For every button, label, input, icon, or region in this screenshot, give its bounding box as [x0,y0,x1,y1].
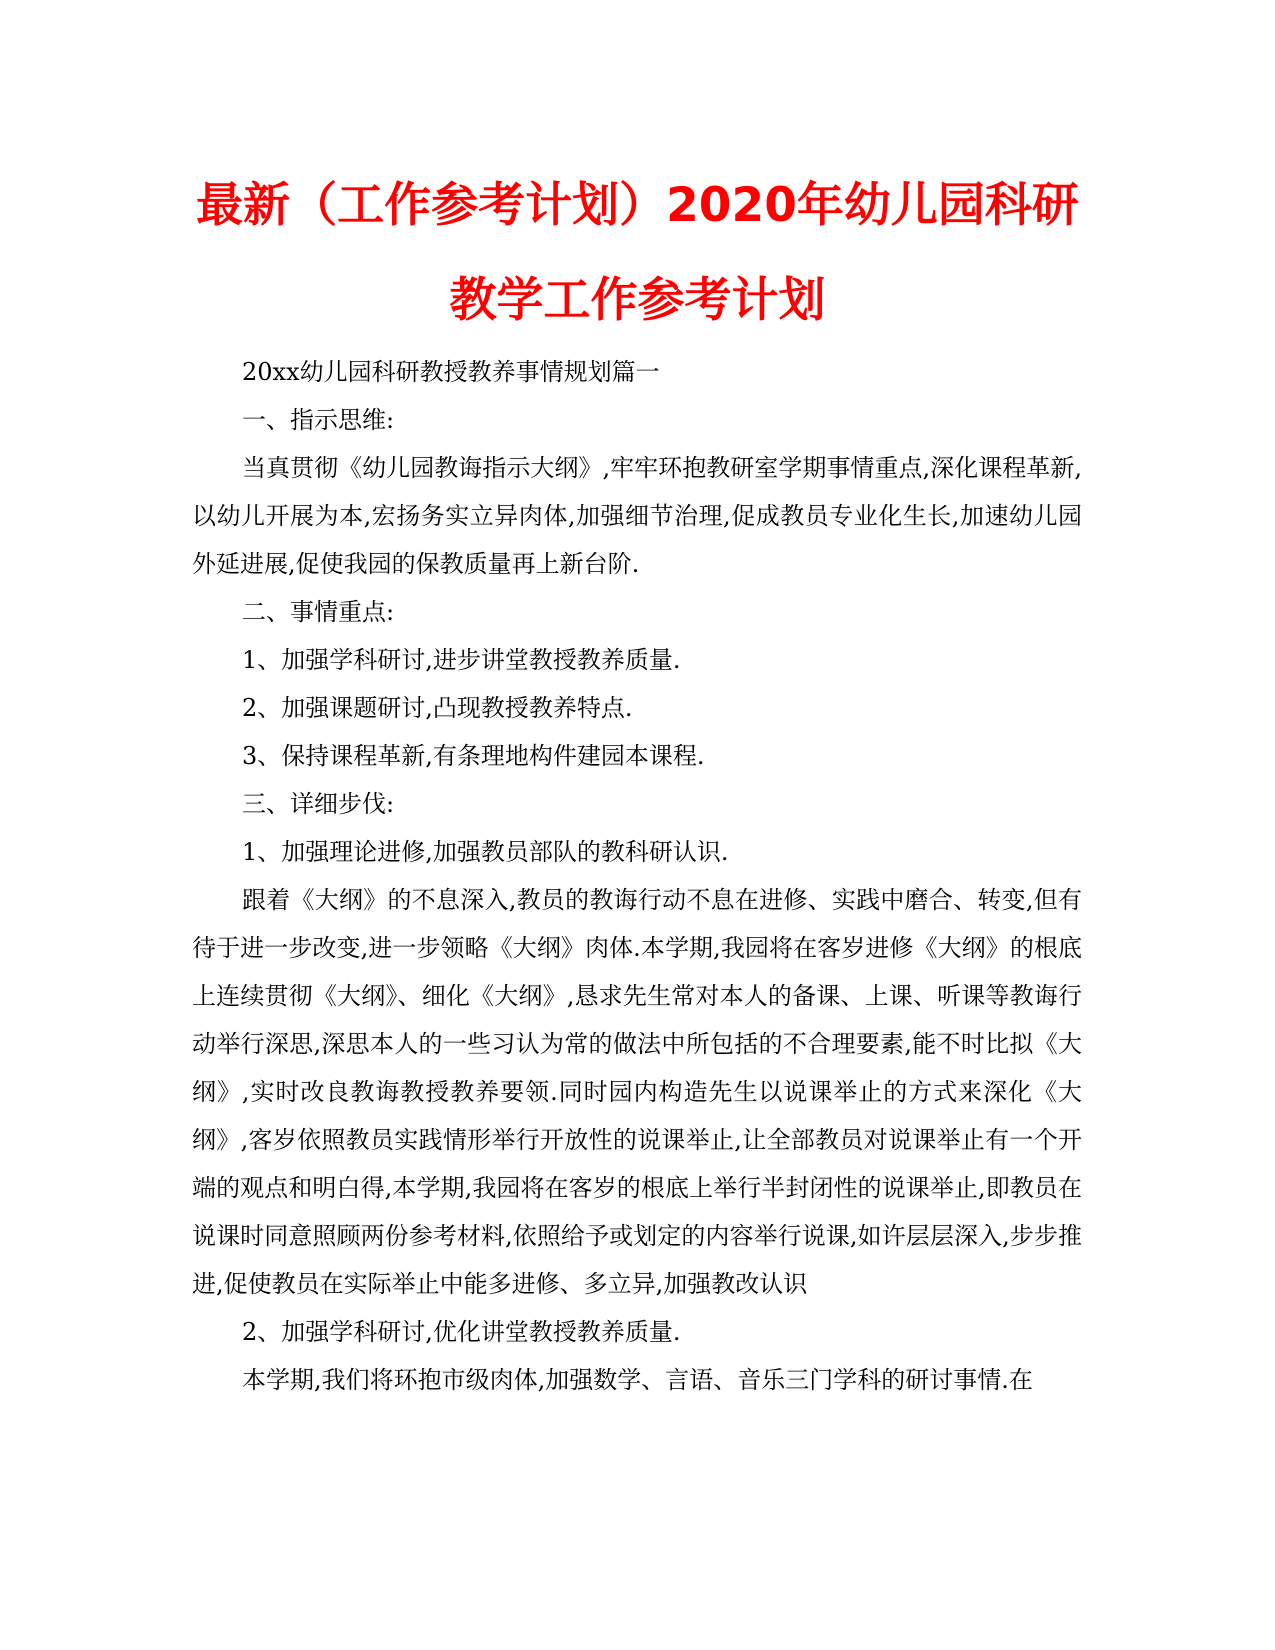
paragraph-measure-1-text: 跟着《大纲》的不息深入,教员的教诲行动不息在进修、实践中磨合、转变,但有待于进一步改变,进一步领略《大纲》肉体.本学期,我园将在客岁进修《大纲》的根底上连续贯彻《大纲》、细化《大纲》,恳求先生常对本人的备课、上课、听课等教诲行动举行深思,深思本人的一些习认为常的做法中所包括的不合理要素,能不时比拟《大纲》,实时改良教诲教授教养要领.同时园内构造先生以说课举止的方式来深化《大纲》,客岁依照教员实践情形举行开放性的说课举止,让全部教员对说课举止有一个开端的观点和明白得,本学期,我园将在客岁的根底上举行半封闭性的说课举止,即教员在说课时同意照顾两份参考材料,依照给予或划定的内容举行说课,如许层层深入,步步推进,促使教员在实际举止中能多进修、多立异,加强教改认识 [192,886,1082,1298]
document-body [192,348,1082,1404]
paragraph-heading-measures: 三、详细步伐: [242,790,395,818]
paragraph-heading-guiding-thought: 一、指示思维: [242,406,395,434]
paragraph-key-work-item-2: 2、加强课题研讨,凸现教授教养特点. [242,694,633,722]
document-title-line-1: 最新（工作参考计划）2020年幼儿园科研 [196,178,1079,233]
paragraph-measure-1-heading: 1、加强理论进修,加强教员部队的教科研认识. [242,838,729,866]
paragraph-heading-key-work: 二、事情重点: [242,598,395,626]
paragraph-measure-2-heading: 2、加强学科研讨,优化讲堂教授教养质量. [242,1318,681,1346]
paragraph-measure-2-text: 本学期,我们将环抱市级肉体,加强数学、言语、音乐三门学科的研讨事情.在 [242,1366,1033,1394]
paragraph-key-work-item-1: 1、加强学科研讨,进步讲堂教授教养质量. [242,646,681,674]
paragraph-guiding-thought-text: 当真贯彻《幼儿园教诲指示大纲》,牢牢环抱教研室学期事情重点,深化课程革新,以幼儿开展为本,宏扬务实立异肉体,加强细节治理,促成教员专业化生长,加速幼儿园外延进展,促使我园的保教质量再上新台阶. [192,454,1082,578]
paragraph-section-heading: 20xx幼儿园科研教授教养事情规划篇一 [242,358,660,386]
document-title-line-2: 教学工作参考计划 [449,273,826,328]
paragraph-key-work-item-3: 3、保持课程革新,有条理地构件建园本课程. [242,742,705,770]
